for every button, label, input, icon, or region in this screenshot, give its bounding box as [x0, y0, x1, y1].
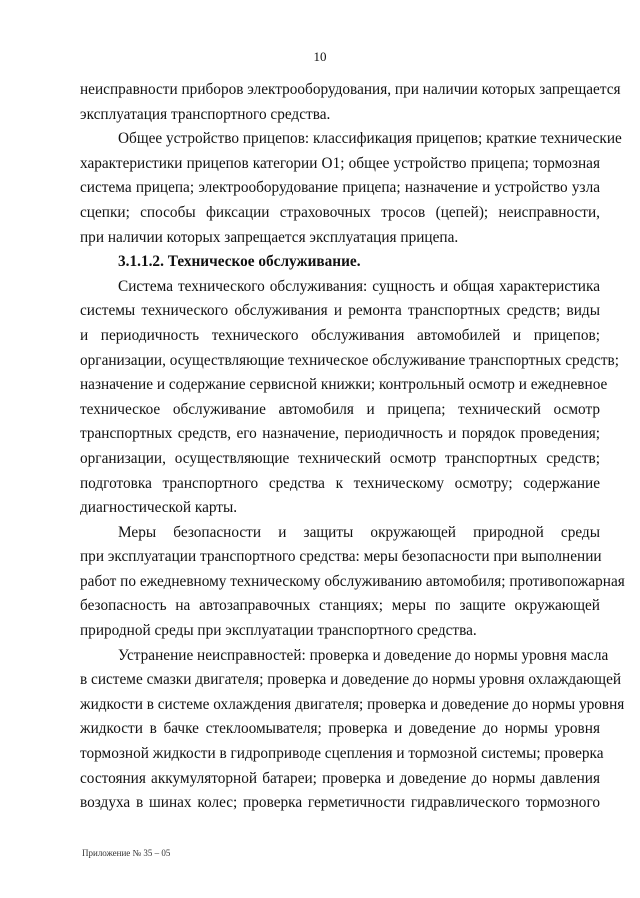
text-line: безопасность на автозаправочных станциях; меры по защите окружающей	[80, 597, 600, 615]
paragraph-electrical-faults	[80, 78, 621, 127]
text-line: жидкости в бачке стеклоомывателя; проверка и доведение до нормы уровня	[80, 720, 600, 738]
paragraph-safety-measures	[80, 521, 625, 644]
text-line: подготовка транспортного средства к техническому осмотру; содержание	[80, 474, 600, 492]
text-line: техническое обслуживание автомобиля и прицепа; технический осмотр	[80, 400, 600, 418]
text-line: при наличии которых запрещается эксплуатация прицепа.	[80, 228, 459, 246]
text-line: эксплуатация транспортного средства.	[80, 105, 331, 123]
text-line: сцепки; способы фиксации страховочных тросов (цепей); неисправности,	[80, 203, 600, 221]
text-line: Устранение неисправностей: проверка и доведение до нормы уровня масла	[118, 646, 609, 664]
document-body	[80, 78, 625, 816]
text-line: системы технического обслуживания и ремонта транспортных средств; виды	[80, 302, 600, 320]
text-line: назначение и содержание сервисной книжки; контрольный осмотр и ежедневное	[80, 376, 608, 394]
paragraph-troubleshooting	[80, 644, 625, 816]
text-line: Общее устройство прицепов: классификация прицепов; краткие технические	[118, 130, 622, 148]
text-line: неисправности приборов электрооборудования, при наличии которых запрещается	[80, 81, 621, 98]
text-line: жидкости в системе охлаждения двигателя; проверка и доведение до нормы уровня	[80, 695, 625, 713]
text-line: транспортных средств, его назначение, периодичность и порядок проведения;	[80, 425, 600, 443]
text-line: при эксплуатации транспортного средства: меры безопасности при выполнении	[80, 548, 602, 566]
text-line: и периодичность технического обслуживания автомобилей и прицепов;	[80, 326, 600, 344]
page-number: 10	[313, 49, 327, 64]
text-line: работ по ежедневному техническому обслуживанию автомобиля; противопожарная	[80, 572, 625, 590]
section-heading: 3.1.1.2. Техническое обслуживание.	[118, 253, 361, 271]
page-footer: Приложение № 35 – 05	[82, 848, 171, 858]
paragraph-maintenance-system	[80, 275, 620, 521]
text-line: тормозной жидкости в гидроприводе сцепления и тормозной системы; проверка	[80, 745, 604, 763]
text-line: природной среды при эксплуатации транспортного средства.	[80, 622, 477, 640]
text-line: в системе смазки двигателя; проверка и доведение до нормы уровня охлаждающей	[80, 671, 622, 689]
text-line: организации, осуществляющие техническое обслуживание транспортных средств;	[80, 351, 620, 369]
paragraph-trailer-design	[80, 127, 622, 250]
text-line: характеристики прицепов категории О1; общее устройство прицепа; тормозная	[80, 154, 600, 172]
text-line: Система технического обслуживания: сущность и общая характеристика	[118, 277, 600, 295]
text-line: состояния аккумуляторной батареи; проверка и доведение до нормы давления	[80, 769, 600, 787]
text-line: диагностической карты.	[80, 499, 238, 517]
text-line: организации, осуществляющие технический осмотр транспортных средств;	[80, 449, 600, 467]
text-line: Меры безопасности и защиты окружающей природной среды	[118, 523, 600, 541]
text-line: воздуха в шинах колес; проверка герметичности гидравлического тормозного	[80, 794, 600, 812]
text-line: система прицепа; электрооборудование прицепа; назначение и устройство узла	[80, 179, 600, 197]
